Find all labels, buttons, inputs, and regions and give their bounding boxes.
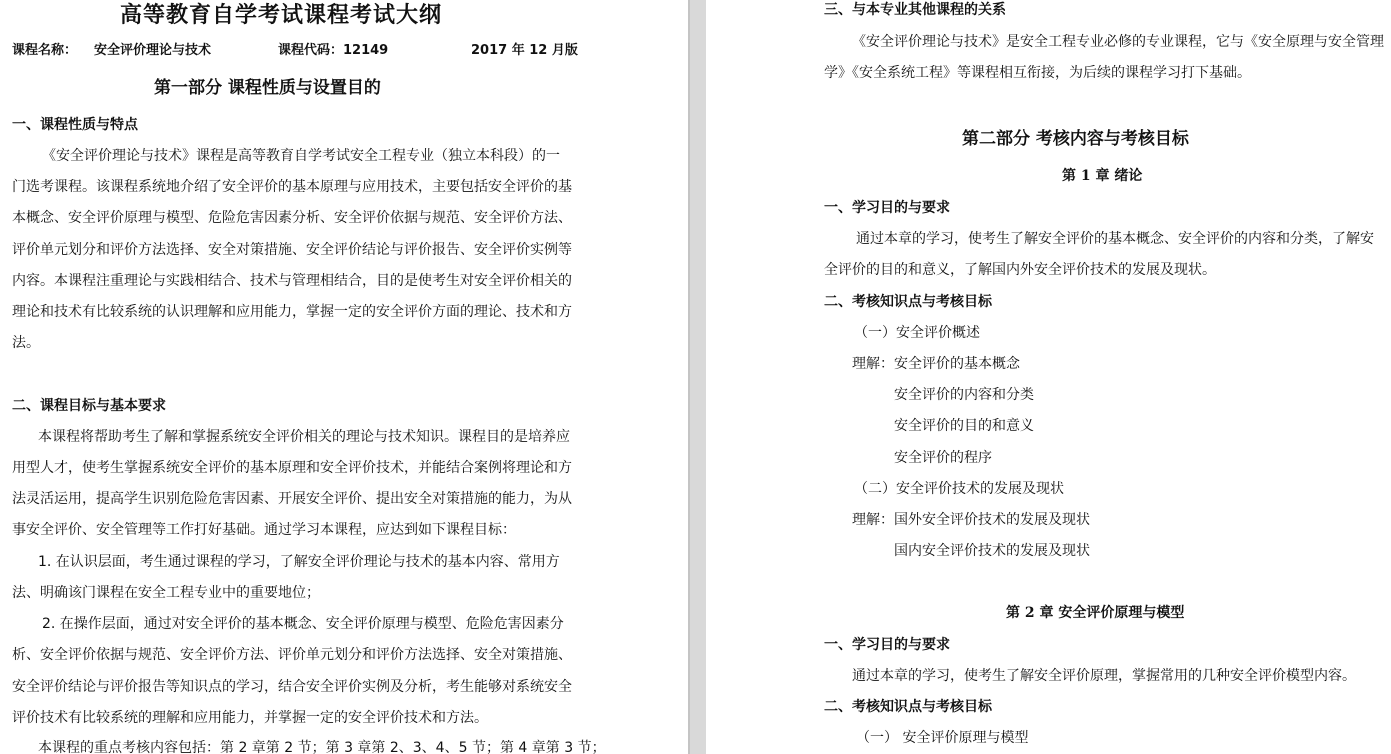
knowledge-point: 国内安全评价技术的发展及现状 [894,543,1090,559]
chapter1-points-heading: 二、考核知识点与考核目标 [824,294,992,310]
paragraph-line: 通过本章的学习，使考生了解安全评价的基本概念、安全评价的内容和分类，了解安 [856,231,1374,247]
knowledge-point: 安全评价的程序 [894,450,992,466]
paragraph-line: 1. 在认识层面，考生通过课程的学习，了解安全评价理论与技术的基本内容、常用方 [38,554,560,570]
paragraph-line: 评价技术有比较系统的理解和应用能力，并掌握一定的安全评价技术和方法。 [12,710,488,726]
paragraph-line: 学》《安全系统工程》等课程相互衔接，为后续的课程学习打下基础。 [824,65,1251,81]
part2-title: 第二部分 考核内容与考核目标 [962,129,1189,149]
paragraph-line: 法、明确该门课程在安全工程专业中的重要地位； [12,585,320,601]
paragraph-line: 事安全评价、安全管理等工作打好基础。通过学习本课程，应达到如下课程目标： [12,522,516,538]
edition-date: 2017 年 12 月版 [471,43,578,58]
paragraph-line: 评价单元划分和评价方法选择、安全对策措施、安全评价结论与评价报告、安全评价实例等 [12,242,572,258]
knowledge-point: 理解：国外安全评价技术的发展及现状 [852,512,1090,528]
paragraph-line: 通过本章的学习，使考生了解安全评价原理，掌握常用的几种安全评价模型内容。 [852,668,1356,684]
chapter2-goal-heading: 一、学习目的与要求 [824,637,950,653]
paragraph-line: 门选考课程。该课程系统地介绍了安全评价的基本原理与应用技术，主要包括安全评价的基 [12,179,572,195]
paragraph-line: 理论和技术有比较系统的认识理解和应用能力，掌握一定的安全评价方面的理论、技术和方 [12,304,572,320]
chapter1-goal-heading: 一、学习目的与要求 [824,200,950,216]
part1-title: 第一部分 课程性质与设置目的 [154,78,381,98]
knowledge-point: （一）安全评价概述 [854,325,980,341]
course-name-label: 课程名称： [12,43,78,58]
knowledge-point: 安全评价的内容和分类 [894,387,1034,403]
paragraph-line: 法。 [12,335,40,351]
page-gutter [688,0,706,754]
knowledge-point: 安全评价的目的和意义 [894,418,1034,434]
course-code: 课程代码：12149 [278,43,389,58]
paragraph-line: 本课程的重点考核内容包括：第 2 章第 2 节；第 3 章第 2、3、4、5 节；第 4 章第 3 节； [38,740,606,754]
chapter2-title: 第 2 章 安全评价原理与模型 [1006,605,1185,621]
paragraph-line: 《安全评价理论与技术》是安全工程专业必修的专业课程，它与《安全原理与安全管理 [852,34,1384,50]
paragraph-line: 安全评价结论与评价报告等知识点的学习，结合安全评价实例及分析，考生能够对系统安全 [12,679,572,695]
paragraph-line: 本课程将帮助考生了解和掌握系统安全评价相关的理论与技术知识。课程目的是培养应 [38,429,570,445]
document-title: 高等教育自学考试课程考试大纲 [120,2,443,28]
section1-heading: 一、课程性质与特点 [12,117,138,133]
knowledge-point: （一） 安全评价原理与模型 [856,730,1029,746]
right-page [706,0,1391,754]
paragraph-line: 用型人才，使考生掌握系统安全评价的基本原理和安全评价技术，并能结合案例将理论和方 [12,460,572,476]
paragraph-line: 析、安全评价依据与规范、安全评价方法、评价单元划分和评价方法选择、安全对策措施、 [12,647,572,663]
paragraph-line: 内容。本课程注重理论与实践相结合、技术与管理相结合，目的是使考生对安全评价相关的 [12,273,572,289]
paragraph-line: 本概念、安全评价原理与模型、危险危害因素分析、安全评价依据与规范、安全评价方法、 [12,210,572,226]
section2-heading: 二、课程目标与基本要求 [12,398,166,414]
knowledge-point: （二）安全评价技术的发展及现状 [854,481,1064,497]
course-name: 安全评价理论与技术 [94,43,212,58]
chapter2-points-heading: 二、考核知识点与考核目标 [824,699,992,715]
knowledge-point: 理解：安全评价的基本概念 [852,356,1020,372]
paragraph-line: 2. 在操作层面，通过对安全评价的基本概念、安全评价原理与模型、危险危害因素分 [42,616,564,632]
paragraph-line: 法灵活运用，提高学生识别危险危害因素、开展安全评价、提出安全对策措施的能力，为从 [12,491,572,507]
paragraph-line: 全评价的目的和意义，了解国内外安全评价技术的发展及现状。 [824,262,1216,278]
left-page [0,0,688,754]
paragraph-line: 《安全评价理论与技术》课程是高等教育自学考试安全工程专业（独立本科段）的一 [42,148,560,164]
chapter1-title: 第 1 章 绪论 [1062,168,1143,184]
section3-heading: 三、与本专业其他课程的关系 [824,2,1006,18]
